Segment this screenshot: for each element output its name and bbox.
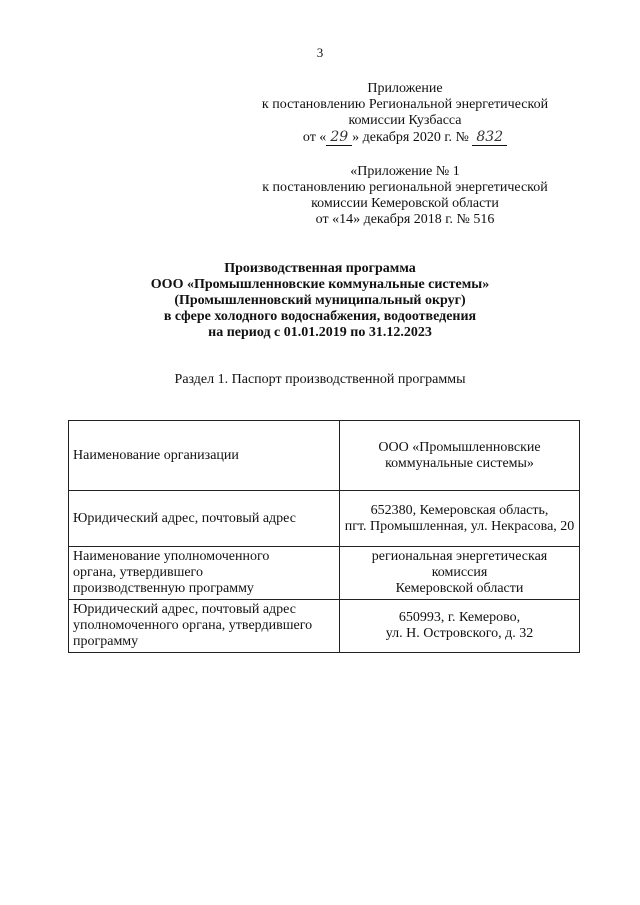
table-row: [69, 421, 580, 491]
label-line: уполномоченного органа, утвердившего: [73, 618, 313, 633]
attachment-previous: [240, 164, 570, 228]
attachment-current: [240, 81, 570, 146]
value-line: Кемеровской области: [395, 581, 524, 596]
label-line: программу: [73, 634, 139, 649]
value-line: ООО «Промышленновские: [378, 439, 541, 455]
table-cell-value: [340, 491, 580, 547]
value-line: пгт. Промышленная, ул. Некрасова, 20: [344, 518, 575, 534]
table-cell-label: [69, 547, 340, 600]
label-line: Юридический адрес, почтовый адрес: [73, 602, 296, 617]
label-line: производственную программу: [73, 581, 254, 596]
attachment-current-date: [240, 129, 570, 146]
title-line2: ООО «Промышленновские коммунальные системы»: [150, 277, 490, 292]
table-cell-value: [340, 600, 580, 653]
value-line: 650993, г. Кемерово,: [398, 610, 521, 625]
title-line4: в сфере холодного водоснабжения, водоотведения: [163, 309, 477, 324]
section-heading: Раздел 1. Паспорт производственной программы: [174, 372, 466, 387]
page-number: 3: [316, 45, 324, 60]
label-line: органа, утвердившего: [73, 565, 203, 580]
value-line: региональная энергетическая комиссия: [371, 549, 548, 580]
table-cell-label: Юридический адрес, почтовый адрес: [69, 491, 340, 547]
table-cell-label: Наименование организации: [69, 421, 340, 491]
table-row: [69, 547, 580, 600]
value-line: коммунальные системы»: [385, 455, 534, 471]
attachment-previous-line4: от «14» декабря 2018 г. № 516: [315, 212, 495, 227]
date-mid: » декабря 2020 г. №: [352, 130, 469, 145]
table-cell-value: [340, 547, 580, 600]
title-line5: на период с 01.01.2019 по 31.12.2023: [208, 325, 432, 340]
table-cell-value: [340, 421, 580, 491]
passport-table: [68, 420, 580, 653]
attachment-current-line1: Приложение: [367, 81, 443, 96]
document-title: [0, 261, 640, 341]
table-row: [69, 491, 580, 547]
handwritten-number: 832: [472, 129, 507, 146]
date-prefix: от «: [302, 130, 327, 145]
label-line: Наименование уполномоченного: [73, 549, 270, 564]
table-cell-label: [69, 600, 340, 653]
table-row: [69, 600, 580, 653]
attachment-current-line3: комиссии Кузбасса: [348, 113, 462, 128]
handwritten-day: 29: [326, 129, 352, 146]
value-line: 652380, Кемеровская область,: [370, 502, 549, 518]
attachment-previous-line1: «Приложение № 1: [350, 164, 460, 179]
title-line1: Производственная программа: [224, 261, 416, 276]
title-line3: (Промышленновский муниципальный округ): [174, 293, 466, 308]
attachment-previous-line3: комиссии Кемеровской области: [311, 196, 499, 211]
attachment-current-line2: к постановлению Региональной энергетической: [261, 97, 549, 112]
attachment-previous-line2: к постановлению региональной энергетической: [262, 180, 548, 195]
value-line: ул. Н. Островского, д. 32: [385, 626, 534, 641]
